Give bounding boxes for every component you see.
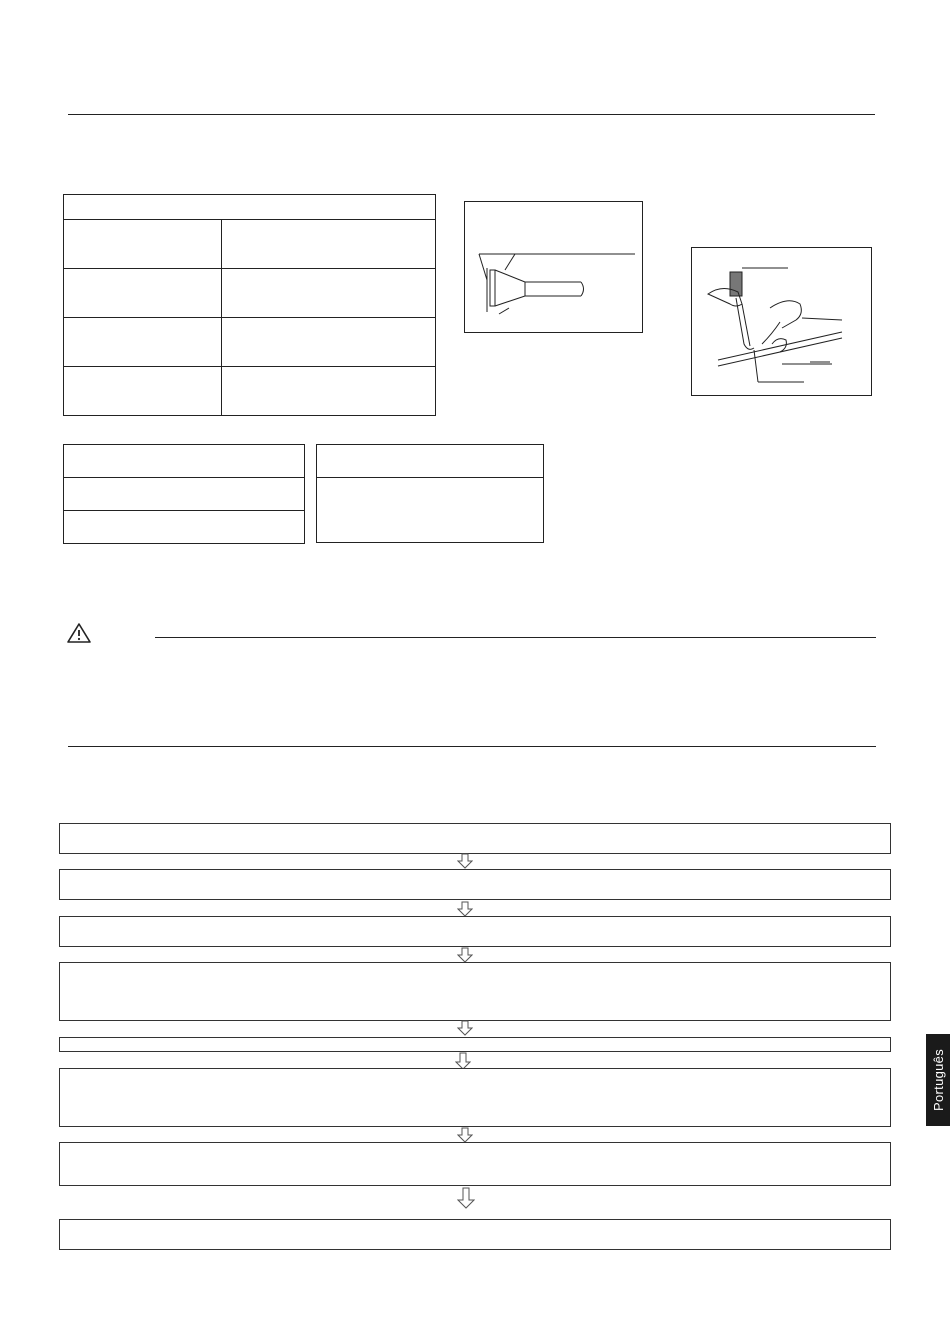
flow-step-6 — [59, 1068, 891, 1127]
flow-step-7 — [59, 1142, 891, 1186]
down-arrow-icon — [457, 1187, 475, 1209]
down-arrow-icon — [457, 1020, 473, 1036]
down-arrow-icon — [457, 947, 473, 963]
language-label: Português — [930, 1049, 946, 1111]
language-side-tab — [926, 1034, 950, 1126]
section-rule-middle — [68, 746, 876, 747]
torque-table-left — [63, 444, 305, 544]
wrench-figure — [691, 247, 872, 396]
flow-step-2 — [59, 869, 891, 900]
flow-step-4 — [59, 962, 891, 1021]
table-row — [64, 511, 305, 544]
warning-triangle-icon — [66, 622, 92, 644]
table-row — [64, 220, 436, 269]
down-arrow-icon — [457, 1127, 473, 1143]
flared-pipe-illustration — [465, 202, 642, 332]
table-header-row — [64, 195, 436, 220]
wrench-tightening-illustration — [692, 248, 871, 395]
table-header-row — [64, 445, 305, 478]
table-row — [64, 269, 436, 318]
table-header-row — [317, 445, 544, 478]
flare-pipe-figure — [464, 201, 643, 333]
table-row — [64, 318, 436, 367]
section-rule-top — [68, 114, 875, 115]
flow-step-3 — [59, 916, 891, 947]
flow-step-8 — [59, 1219, 891, 1250]
down-arrow-icon — [457, 901, 473, 917]
flare-dimension-table — [63, 194, 436, 416]
warning-rule — [155, 637, 876, 638]
torque-table-right — [316, 444, 544, 543]
table-row — [317, 478, 544, 543]
down-arrow-icon — [457, 853, 473, 869]
flow-step-1 — [59, 823, 891, 854]
table-row — [64, 367, 436, 416]
flow-step-5 — [59, 1037, 891, 1052]
table-row — [64, 478, 305, 511]
